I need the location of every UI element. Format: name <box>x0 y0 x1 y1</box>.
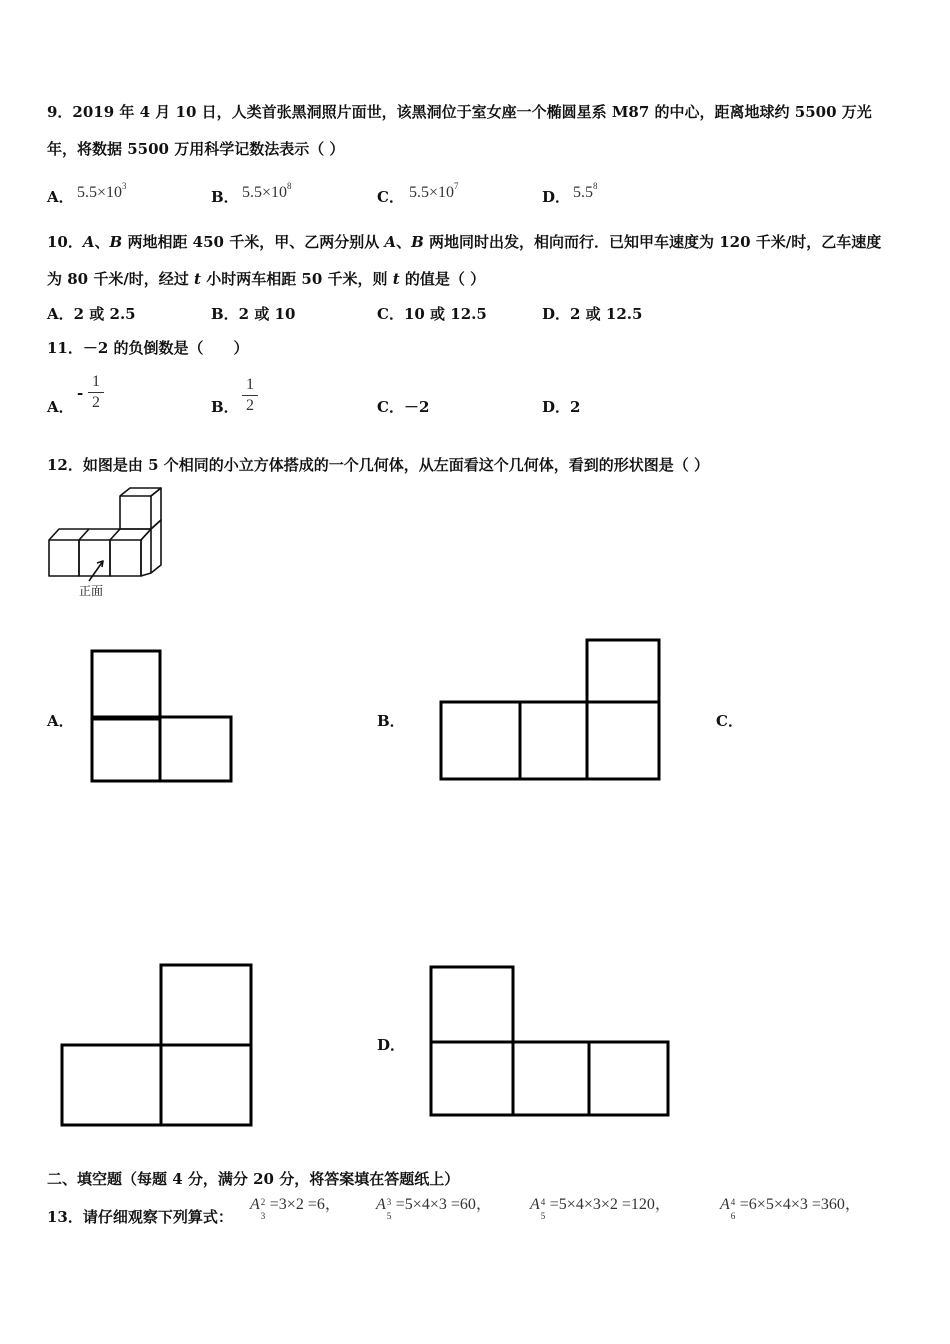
q10-option-c: C．10 或 12.5 <box>377 305 487 323</box>
q9-option-a-value: $5.5\times 10^3$ <box>77 181 127 201</box>
q12-option-c-shape <box>60 963 260 1129</box>
section2-heading: 二、填空题（每题 4 分，满分 20 分，将答案填在答题纸上） <box>47 1170 460 1188</box>
q9-line2: 年，将数据 5500 万用科学记数法表示（ ） <box>47 140 345 158</box>
q12-option-c-label: C． <box>716 712 743 730</box>
q13-expr-1: A 2 3 =3×2 =6， <box>250 1196 341 1221</box>
q10-line1: 10．A、B 两地相距 450 千米，甲、乙两分别从 A、B 两地同时出发，相向而行．已知甲车速度为 120 千米/时，乙车速度 <box>47 233 882 251</box>
q9-option-a-label: A． <box>47 188 74 206</box>
q12-option-a-label: A． <box>47 712 74 730</box>
q11-option-d: D．2 <box>542 398 581 416</box>
q9-option-b-label: B． <box>211 188 239 206</box>
q10-line2: 为 80 千米/时，经过 t 小时两车相距 50 千米，则 t 的值是（ ） <box>47 270 486 288</box>
q11-option-a-sign: - <box>77 384 84 402</box>
q12-option-b-shape <box>439 638 664 783</box>
q11-stem: 11．－2 的负倒数是（ ） <box>47 339 249 357</box>
q12-option-b-label: B． <box>377 712 405 730</box>
q9-option-c-label: C． <box>377 188 404 206</box>
q9-option-d-label: D． <box>542 188 571 206</box>
q10-option-a: A．2 或 2.5 <box>47 305 136 323</box>
q13-expr-4: A 4 6 =6×5×4×3 =360， <box>720 1196 861 1221</box>
q13-expr-2: A 3 5 =5×4×3 =60， <box>376 1196 492 1221</box>
q11-option-b-label: B． <box>211 398 239 416</box>
q10-option-b: B．2 或 10 <box>211 305 296 323</box>
q11-option-a-fraction: 1 2 <box>88 373 104 412</box>
q9-option-b-value: $5.5\times 10^8$ <box>242 181 292 201</box>
q11-option-c: C．－2 <box>377 398 430 416</box>
q12-stem: 12．如图是由 5 个相同的小立方体搭成的一个几何体，从左面看这个几何体，看到的形状图是（ ） <box>47 456 709 474</box>
q11-option-b-fraction: 1 2 <box>242 376 258 415</box>
q10-option-d: D．2 或 12.5 <box>542 305 643 323</box>
q11-option-a-label: A． <box>47 398 74 416</box>
q12-cube-figure <box>45 485 170 600</box>
q9-option-d-value: $5.5^8$ <box>573 181 598 201</box>
q12-option-d-label: D． <box>377 1036 406 1054</box>
q12-figure-caption: 正面 <box>79 584 104 598</box>
q12-option-a-shape <box>90 649 235 784</box>
q13-stem: 13．请仔细观察下列算式： <box>47 1208 233 1226</box>
q9-option-c-value: $5.5\times 10^7$ <box>409 181 459 201</box>
q12-option-d-shape <box>429 965 674 1120</box>
q9-line1: 9．2019 年 4 月 10 日，人类首张黑洞照片面世，该黑洞位于室女座一个椭圆星系 M87 的中心，距离地球约 5500 万光 <box>47 103 872 121</box>
q13-expr-3: A 4 5 =5×4×3×2 =120， <box>530 1196 671 1221</box>
